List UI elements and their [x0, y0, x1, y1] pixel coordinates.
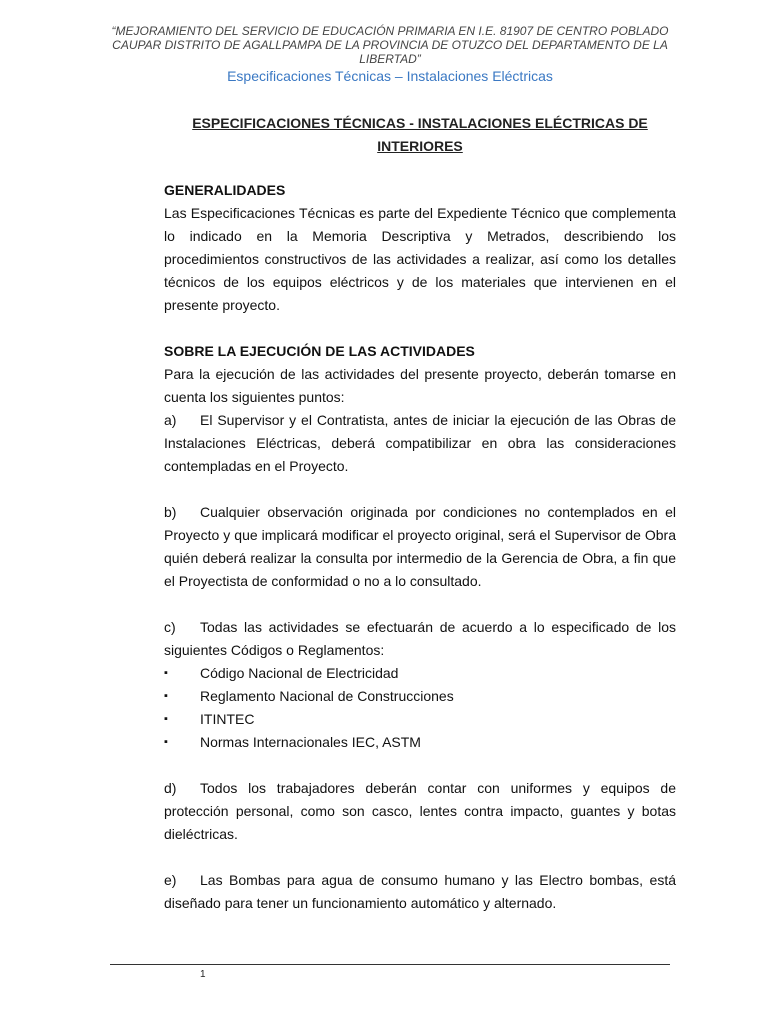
header-project-name: “MEJORAMIENTO DEL SERVICIO DE EDUCACIÓN PRIMARIA EN I.E. 81907 DE CENTRO POBLADO CAUPAR DISTRITO DE AGALLPAMPA DE LA PROVINCIA DE OTUZCO DEL DEPARTAMENTO DE LA LIBERTAD”	[111, 24, 669, 66]
code-name: Código Nacional de Electricidad	[200, 665, 399, 681]
list-item-e	[164, 869, 676, 915]
item-marker: a)	[164, 412, 177, 428]
footer-divider	[110, 964, 670, 965]
item-text: Todos los trabajadores deberán contar con uniformes y equipos de protección personal, como son casco, lentes contra impacto, guantes y botas dieléctricas.	[164, 780, 676, 842]
section-heading-generalidades: GENERALIDADES	[164, 182, 286, 198]
item-text: Cualquier observación originada por condiciones no contemplados en el Proyecto y que implicará modificar el proyecto original, será el Supervisor de Obra quién deberá realizar la consulta por intermedio de la Gerencia de Obra, a fin que el Proyectista de conformidad o no a lo consultado.	[164, 504, 676, 589]
list-item	[164, 708, 676, 731]
item-marker: c)	[164, 619, 176, 635]
list-item	[164, 662, 676, 685]
item-text: El Supervisor y el Contratista, antes de iniciar la ejecución de las Obras de Instalaciones Eléctricas, deberá compatibilizar en obra las consideraciones contempladas en el Proyecto.	[164, 412, 676, 474]
list-item	[164, 685, 676, 708]
document-body	[164, 179, 676, 915]
item-marker: b)	[164, 504, 177, 520]
item-marker: e)	[164, 872, 177, 888]
list-item-c	[164, 616, 676, 662]
document-title: ESPECIFICACIONES TÉCNICAS - INSTALACIONES ELÉCTRICAS DE INTERIORES	[192, 115, 648, 154]
item-text: Las Bombas para agua de consumo humano y las Electro bombas, está diseñado para tener un funcionamiento automático y alternado.	[164, 872, 676, 911]
bullet-icon: ▪	[164, 667, 168, 679]
list-item-b	[164, 501, 676, 593]
section-heading-ejecucion: SOBRE LA EJECUCIÓN DE LAS ACTIVIDADES	[164, 343, 475, 359]
code-name: Reglamento Nacional de Construcciones	[200, 688, 454, 704]
code-name: ITINTEC	[200, 711, 255, 727]
item-text: Todas las actividades se efectuarán de acuerdo a lo especificado de los siguientes Códigos o Reglamentos:	[164, 619, 676, 658]
paragraph-generalidades: Las Especificaciones Técnicas es parte del Expediente Técnico que complementa lo indicado en la Memoria Descriptiva y Metrados, describiendo los procedimientos constructivos de las actividades a realizar, así como los detalles técnicos de los equipos eléctricos y de los materiales que intervienen en el presente proyecto.	[164, 205, 676, 313]
codes-list	[164, 662, 676, 754]
list-item	[164, 731, 676, 754]
page-number: 1	[200, 969, 206, 980]
header-subtitle: Especificaciones Técnicas – Instalaciones Eléctricas	[227, 68, 553, 84]
bullet-icon: ▪	[164, 690, 168, 702]
list-item-a	[164, 409, 676, 478]
item-marker: d)	[164, 780, 177, 796]
list-item-d	[164, 777, 676, 846]
code-name: Normas Internacionales IEC, ASTM	[200, 734, 421, 750]
paragraph-ejecucion-intro: Para la ejecución de las actividades del presente proyecto, deberán tomarse en cuenta los siguientes puntos:	[164, 366, 676, 405]
bullet-icon: ▪	[164, 736, 168, 748]
bullet-icon: ▪	[164, 713, 168, 725]
